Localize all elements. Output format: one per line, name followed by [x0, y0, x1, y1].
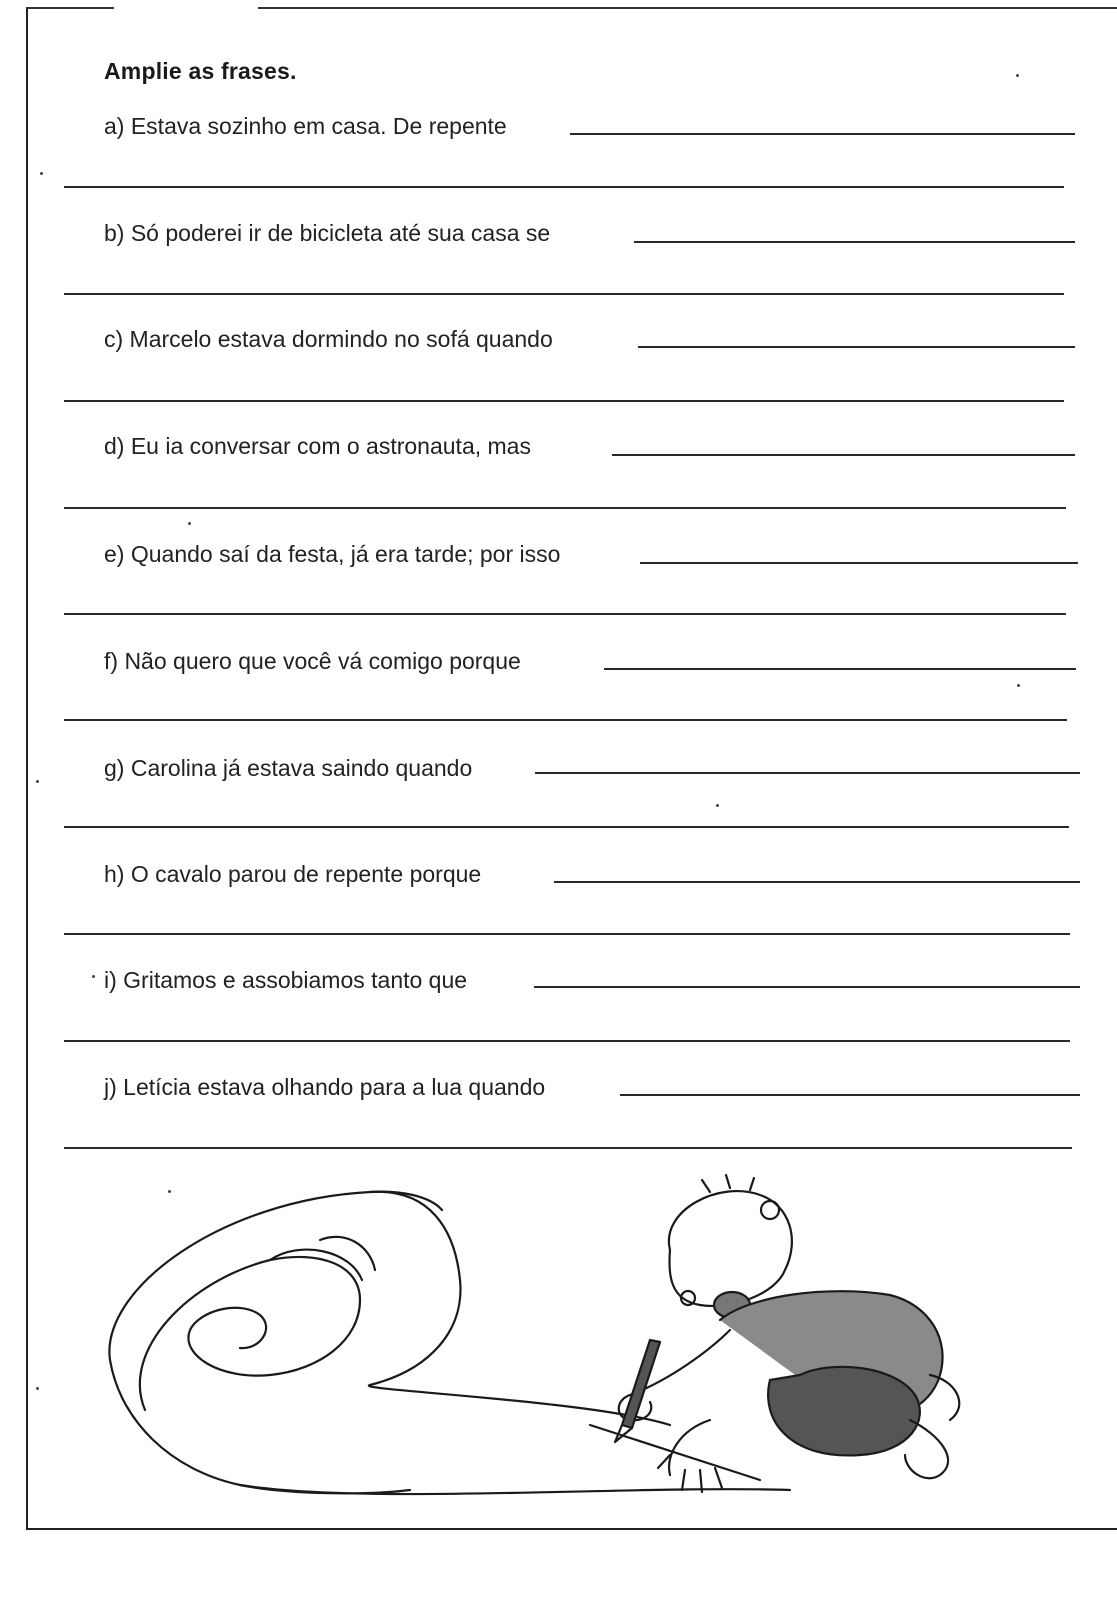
scan-speck — [1017, 684, 1020, 687]
answer-line[interactable] — [64, 186, 1064, 188]
exercise-prompt: b) Só poderei ir de bicicleta até sua casa se — [104, 220, 551, 246]
answer-line[interactable] — [604, 668, 1076, 670]
exercise-prompt: g) Carolina já estava saindo quando — [104, 755, 473, 781]
scan-speck — [40, 172, 43, 175]
answer-line[interactable] — [64, 826, 1069, 828]
exercise-prompt: a) Estava sozinho em casa. De repente — [104, 113, 507, 139]
exercise-item-h — [0, 860, 1117, 960]
page-border-top — [258, 7, 1117, 9]
scan-speck — [1016, 74, 1019, 77]
scan-speck — [188, 522, 191, 525]
page-border-top — [26, 7, 114, 9]
exercise-item-d — [0, 432, 1117, 532]
exercise-item-b — [0, 219, 1117, 319]
worksheet-title: Amplie as frases. — [104, 58, 297, 84]
scan-speck — [36, 780, 39, 783]
paper-curl — [140, 1257, 360, 1410]
exercise-item-c — [0, 325, 1117, 425]
page-border-bottom — [26, 1528, 1117, 1530]
answer-line[interactable] — [640, 562, 1078, 564]
exercise-item-i — [0, 966, 1117, 1066]
exercise-item-f — [0, 647, 1117, 747]
exercise-prompt: f) Não quero que você vá comigo porque — [104, 648, 521, 674]
scan-speck — [92, 975, 95, 978]
paper-roll-outline — [109, 1192, 670, 1425]
answer-line[interactable] — [570, 133, 1075, 135]
answer-line[interactable] — [64, 613, 1066, 615]
answer-line[interactable] — [64, 1147, 1072, 1149]
answer-line[interactable] — [620, 1094, 1080, 1096]
exercise-item-j — [0, 1073, 1117, 1173]
exercise-prompt: j) Letícia estava olhando para a lua quando — [104, 1074, 546, 1100]
exercise-item-a — [0, 112, 1117, 212]
answer-line[interactable] — [554, 881, 1080, 883]
exercise-prompt: i) Gritamos e assobiamos tanto que — [104, 967, 468, 993]
boy-figure — [615, 1175, 959, 1492]
exercise-prompt: d) Eu ia conversar com o astronauta, mas — [104, 433, 531, 459]
answer-line[interactable] — [634, 241, 1075, 243]
answer-line[interactable] — [64, 933, 1070, 935]
exercise-prompt: c) Marcelo estava dormindo no sofá quando — [104, 326, 553, 352]
answer-line[interactable] — [612, 454, 1075, 456]
answer-line[interactable] — [64, 293, 1064, 295]
exercise-prompt: e) Quando saí da festa, já era tarde; por isso — [104, 541, 561, 567]
exercise-prompt: h) O cavalo parou de repente porque — [104, 861, 482, 887]
answer-line[interactable] — [64, 507, 1066, 509]
answer-line[interactable] — [64, 1040, 1070, 1042]
exercise-item-g — [0, 754, 1117, 854]
exercise-item-e — [0, 540, 1117, 640]
scan-speck — [36, 1387, 39, 1390]
answer-line[interactable] — [534, 986, 1080, 988]
answer-line[interactable] — [535, 772, 1080, 774]
boy-drawing-on-unrolled-paper-icon — [70, 1170, 990, 1510]
scan-speck — [716, 804, 719, 807]
answer-line[interactable] — [638, 346, 1075, 348]
answer-line[interactable] — [64, 719, 1067, 721]
answer-line[interactable] — [64, 400, 1064, 402]
